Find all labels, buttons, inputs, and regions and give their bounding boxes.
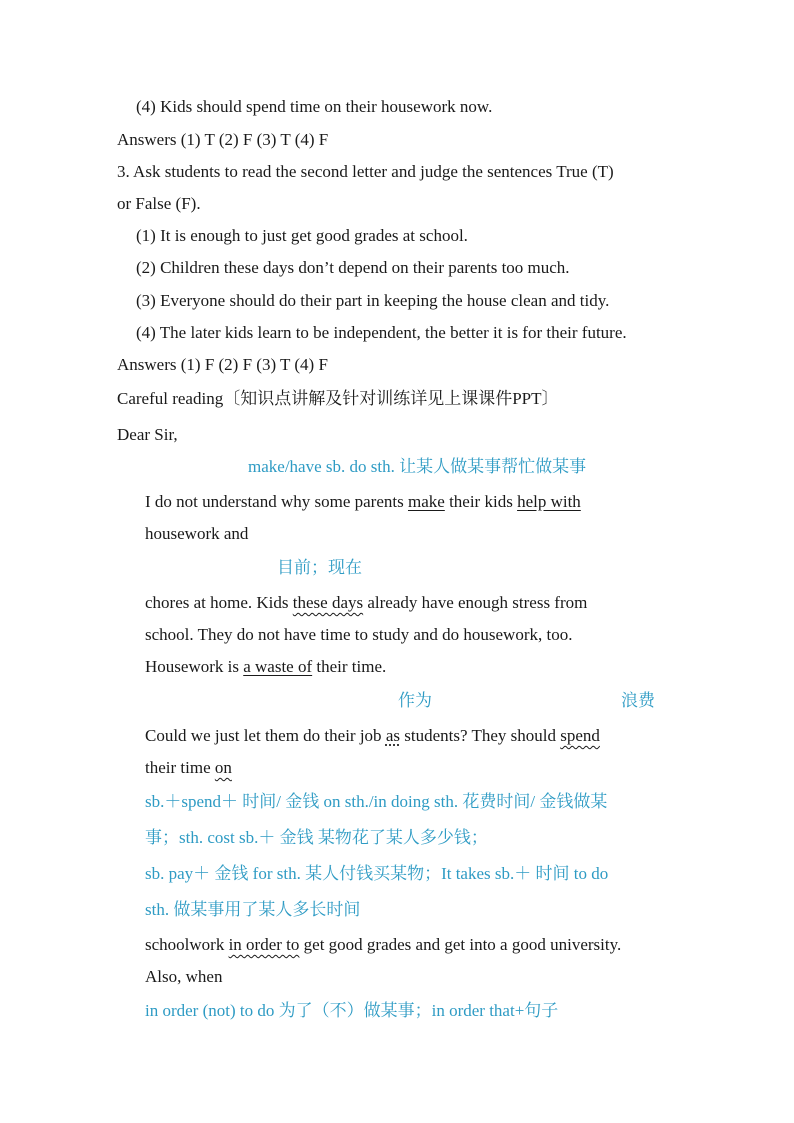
letter-line: Could we just let them do their job as students? They should spend [145,726,600,745]
note-spend: 事；sth. cost sb.＋ 金钱 某物花了某人多少钱； [145,828,488,847]
task3-line2: or False (F). [117,194,201,213]
note-pay: sb. pay＋ 金钱 for sth. 某人付钱买某物；It takes sb.＋ 时间 to do [145,864,609,883]
task3-item: (3) Everyone should do their part in keeping the house clean and tidy. [136,291,610,310]
note-these-days: 目前；现在 [277,558,362,577]
task3-line1: 3. Ask students to read the second letter and judge the sentences True (T) [117,162,614,181]
task3-item: (4) The later kids learn to be independent, the better it is for their future. [136,323,627,342]
letter-line: chores at home. Kids these days already have enough stress from [145,593,588,612]
letter-line: Also, when [145,967,223,986]
item-4: (4) Kids should spend time on their housework now. [136,97,493,116]
note-as: 作为 [398,691,432,710]
note-waste: 浪费 [621,691,655,710]
task3-item: (2) Children these days don’t depend on their parents too much. [136,258,570,277]
answers-1: Answers (1) T (2) F (3) T (4) F [117,130,329,149]
letter-line: Housework is a waste of their time. [145,657,387,676]
letter-salutation: Dear Sir, [117,425,178,444]
letter-line: school. They do not have time to study and do housework, too. [145,625,573,644]
letter-line: I do not understand why some parents make their kids help with [145,492,581,511]
note-pay: sth. 做某事用了某人多长时间 [145,900,361,919]
careful-reading-heading: Careful reading〔知识点讲解及针对训练详见上课课件PPT〕 [117,389,559,408]
letter-line: schoolwork in order to get good grades and get into a good university. [145,935,622,954]
letter-line: housework and [145,524,249,543]
note-in-order: in order (not) to do 为了（不）做某事；in order that+句子 [145,1001,559,1020]
task3-item: (1) It is enough to just get good grades at school. [136,226,468,245]
note-make-have: make/have sb. do sth. 让某人做某事帮忙做某事 [248,457,587,476]
answers-2: Answers (1) F (2) F (3) T (4) F [117,355,328,374]
note-spend: sb.＋spend＋ 时间/ 金钱 on sth./in doing sth. 花费时间/ 金钱做某 [145,792,608,811]
letter-line: their time on [145,758,232,777]
